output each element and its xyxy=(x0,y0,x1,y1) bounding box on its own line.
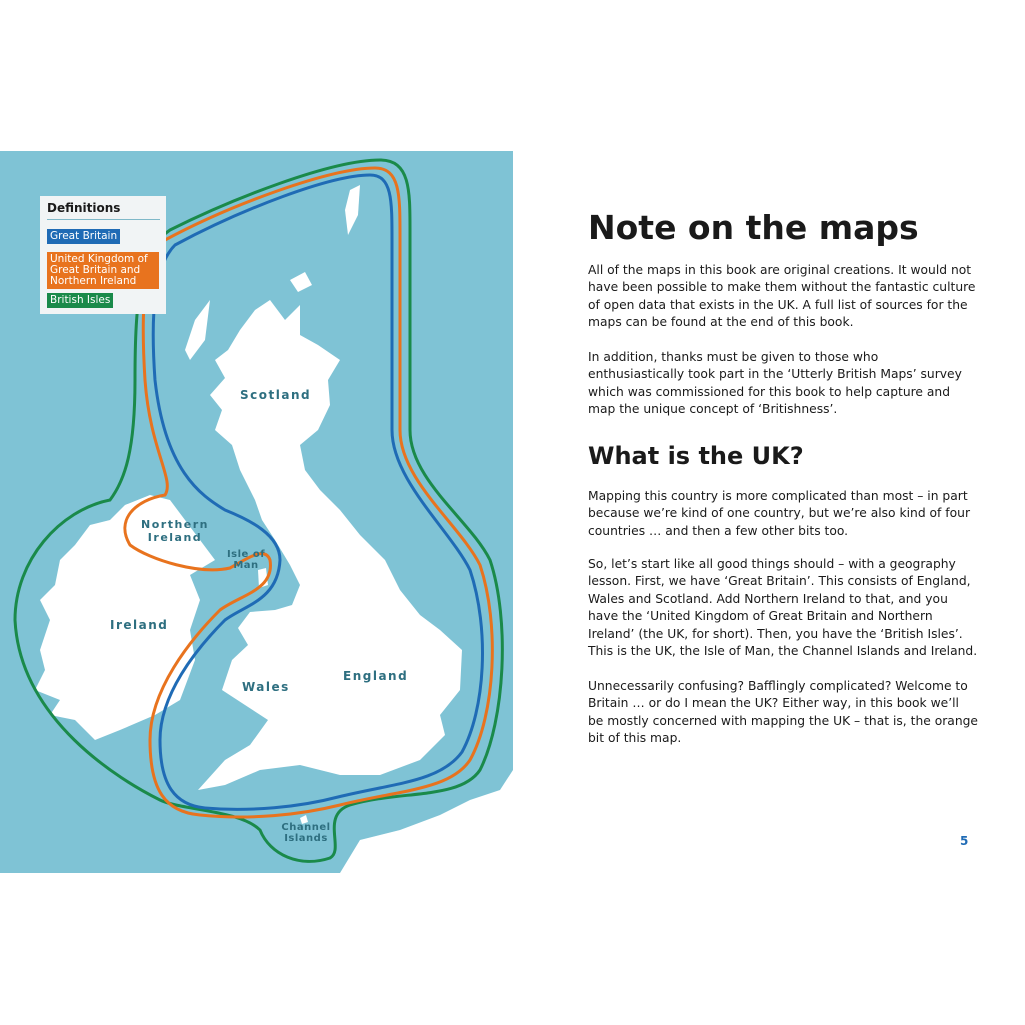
body-paragraph-3: Unnecessarily confusing? Bafflingly complicated? Welcome to Britain … or do I mean the UK? Either way, in this book we’ll be mostly concerned with mapping the UK – that is, the orange bit of this map. xyxy=(588,679,978,746)
legend-divider xyxy=(47,219,160,220)
map-label-scotland: Scotland xyxy=(240,388,312,402)
map-label-isle-of-man: Isle of Man xyxy=(226,549,266,571)
map-label-northern-ireland: Northern Ireland xyxy=(141,518,209,544)
map-legend xyxy=(40,196,166,314)
british-isles-map xyxy=(0,151,513,873)
legend-item-uk: United Kingdom of Great Britain and Northern Ireland xyxy=(47,252,159,289)
great-britain-land xyxy=(198,300,462,790)
outer-hebrides-land xyxy=(185,300,210,360)
shetland-land xyxy=(345,185,360,235)
orkney-land xyxy=(290,272,312,292)
map-label-channel-islands: Channel Islands xyxy=(281,822,331,844)
legend-item-great-britain: Great Britain xyxy=(47,229,120,244)
map-label-ireland: Ireland xyxy=(110,618,169,632)
page-title: Note on the maps xyxy=(588,208,919,247)
intro-paragraph-2: In addition, thanks must be given to those who enthusiastically took part in the ‘Utterly British Maps’ survey which was commissioned for this book to help capture and map the unique concept of ‘Britishness’. xyxy=(588,350,962,417)
legend-title: Definitions xyxy=(47,201,121,215)
section-heading: What is the UK? xyxy=(588,442,804,470)
map-label-england: England xyxy=(343,669,409,683)
intro-paragraph-1: All of the maps in this book are original creations. It would not have been possible to make them without the fantastic culture of open data that exists in the UK. A full list of sources for the maps can be found at the end of this book. xyxy=(588,263,976,330)
map-label-wales: Wales xyxy=(242,680,290,694)
body-paragraph-2: So, let’s start like all good things should – with a geography lesson. First, we have ‘Great Britain’. This consists of England, Wales and Scotland. Add Northern Ireland to that, and you have the ‘United Kingdom of Great Britain and Northern Ireland’ (the UK, for short). Then, you have the ‘British Isles’. This is the UK, the Isle of Man, the Channel Islands and Ireland. xyxy=(588,557,978,659)
page-number: 5 xyxy=(960,834,969,848)
legend-item-british-isles: British Isles xyxy=(47,293,113,308)
body-paragraph-1: Mapping this country is more complicated than most – in part because we’re kind of one country, but we’re also kind of four countries … and then a few other bits too. xyxy=(588,489,970,538)
